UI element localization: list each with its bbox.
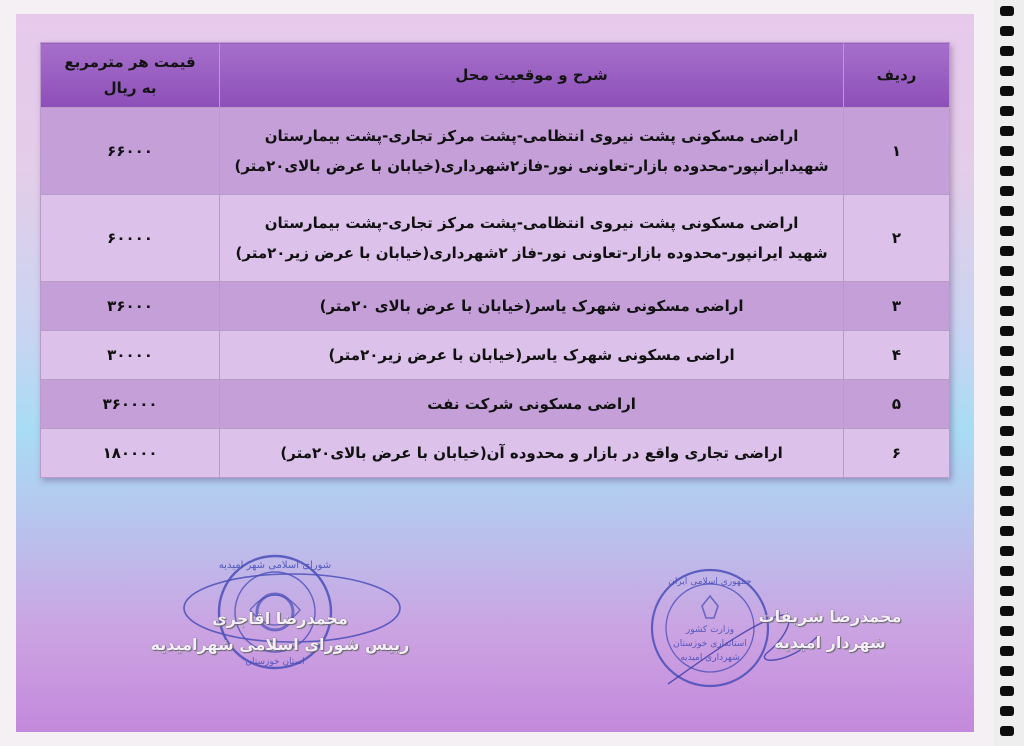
land-price-table: [40, 42, 950, 478]
binding-hole: [1000, 546, 1014, 556]
stamp-text: استانداری خوزستان: [673, 639, 747, 649]
row-description: اراضی تجاری واقع در بازار و محدوده آن(خیابان با عرض بالای۲۰متر): [220, 429, 844, 478]
binding-hole: [1000, 166, 1014, 176]
header-price-line2: به ریال: [103, 79, 157, 97]
description-line: شهیدایرانپور-محدوده بازار-تعاونی نور-فاز۲شهرداری(خیابان با عرض بالای۲۰متر): [234, 157, 829, 175]
binding-hole: [1000, 386, 1014, 396]
description-line: اراضی مسکونی پشت نیروی انتظامی-پشت مرکز تجاری-پشت بیمارستان: [264, 127, 799, 145]
row-price: ۳۶۰۰۰۰: [41, 380, 220, 429]
binding-hole: [1000, 346, 1014, 356]
binding-hole: [1000, 566, 1014, 576]
description-line: شهید ایرانپور-محدوده بازار-تعاونی نور-فاز ۲شهرداری(خیابان با عرض زیر۲۰متر): [235, 244, 828, 262]
row-number: ۱: [844, 108, 950, 195]
binding-hole: [1000, 246, 1014, 256]
binding-hole: [1000, 626, 1014, 636]
binding-hole: [1000, 726, 1014, 736]
row-description: اراضی مسکونی شهرک یاسر(خیابان با عرض بالای ۲۰متر): [220, 282, 844, 331]
table-header-row: [41, 43, 950, 108]
table-row: [41, 108, 950, 195]
stamp-text: شهرداری امیدیه: [680, 653, 740, 663]
binding-hole: [1000, 526, 1014, 536]
row-price: ۱۸۰۰۰۰: [41, 429, 220, 478]
binding-hole: [1000, 6, 1014, 16]
header-price-line1: قیمت هر مترمربع: [64, 53, 196, 71]
mayor-name: محمدرضا شریفات: [758, 607, 902, 626]
binding-hole: [1000, 126, 1014, 136]
binding-hole: [1000, 366, 1014, 376]
table-row: [41, 331, 950, 380]
row-number: ۲: [844, 195, 950, 282]
binding-hole: [1000, 486, 1014, 496]
table-row: [41, 380, 950, 429]
binding-hole: [1000, 26, 1014, 36]
row-price: ۳۶۰۰۰: [41, 282, 220, 331]
stamp-text: استان خوزستان: [245, 657, 305, 667]
binding-hole: [1000, 186, 1014, 196]
row-price: ۶۰۰۰۰: [41, 195, 220, 282]
binding-hole: [1000, 46, 1014, 56]
binding-hole: [1000, 706, 1014, 716]
row-number: ۶: [844, 429, 950, 478]
table-row: [41, 195, 950, 282]
stamp-text: جمهوری اسلامی ایران: [668, 577, 752, 587]
binding-hole: [1000, 206, 1014, 216]
binding-hole: [1000, 506, 1014, 516]
mayor-signature-block: [730, 604, 930, 656]
binding-hole: [1000, 446, 1014, 456]
row-number: ۵: [844, 380, 950, 429]
binding-hole: [1000, 106, 1014, 116]
council-chair-title: رییس شورای اسلامی شهرامیدیه: [150, 635, 410, 654]
description-line: اراضی مسکونی پشت نیروی انتظامی-پشت مرکز تجاری-پشت بیمارستان: [264, 214, 799, 232]
binding-hole: [1000, 66, 1014, 76]
binding-hole: [1000, 226, 1014, 236]
row-description: [220, 195, 844, 282]
binding-hole: [1000, 266, 1014, 276]
binding-hole: [1000, 286, 1014, 296]
binding-hole: [1000, 306, 1014, 316]
binding-hole: [1000, 666, 1014, 676]
binding-hole: [1000, 466, 1014, 476]
row-description: اراضی مسکونی شهرک یاسر(خیابان با عرض زیر۲۰متر): [220, 331, 844, 380]
row-price: ۳۰۰۰۰: [41, 331, 220, 380]
council-chair-name: محمدرضا اقاجری: [212, 609, 348, 628]
row-number: ۴: [844, 331, 950, 380]
table-row: [41, 429, 950, 478]
row-description: اراضی مسکونی شرکت نفت: [220, 380, 844, 429]
binding-hole: [1000, 326, 1014, 336]
binding-hole: [1000, 86, 1014, 96]
row-price: ۶۶۰۰۰: [41, 108, 220, 195]
row-description: [220, 108, 844, 195]
stamp-emblem-icon: [702, 596, 718, 618]
spiral-binding: [994, 0, 1024, 746]
stamp-text: وزارت کشور: [685, 625, 735, 635]
mayor-title: شهردار امیدیه: [774, 633, 886, 652]
binding-hole: [1000, 606, 1014, 616]
binding-hole: [1000, 586, 1014, 596]
row-number: ۳: [844, 282, 950, 331]
binding-hole: [1000, 426, 1014, 436]
header-price: [41, 43, 220, 108]
council-signature-block: [120, 606, 440, 658]
binding-hole: [1000, 146, 1014, 156]
header-row-number: ردیف: [844, 43, 950, 108]
stamp-text: شورای اسلامی شهر امیدیه: [218, 560, 332, 571]
binding-hole: [1000, 646, 1014, 656]
binding-hole: [1000, 686, 1014, 696]
table-row: [41, 282, 950, 331]
binding-hole: [1000, 406, 1014, 416]
header-description: شرح و موقعیت محل: [220, 43, 844, 108]
